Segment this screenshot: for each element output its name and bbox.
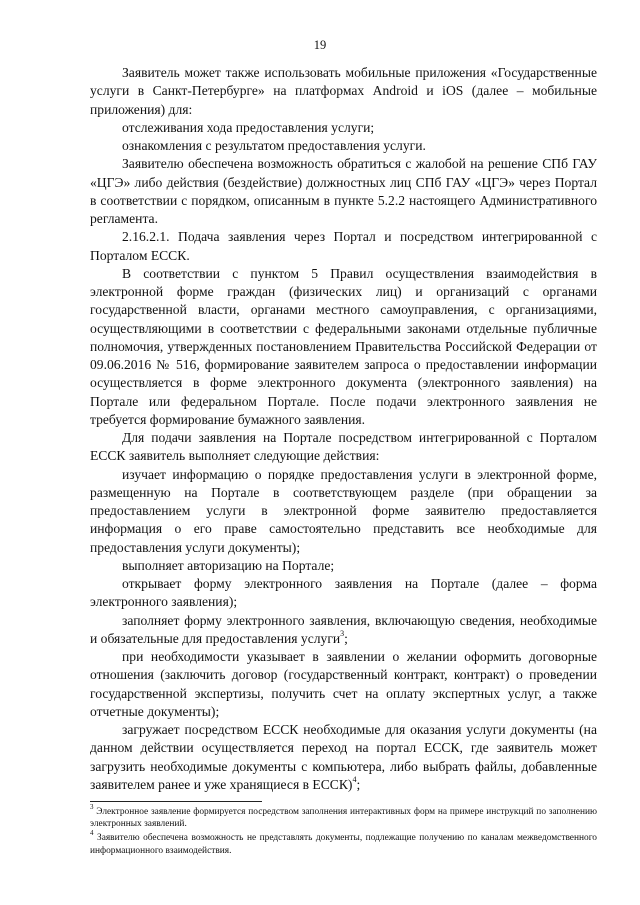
paragraph: отслеживания хода предоставления услуги; [122,119,375,135]
paragraph: изучает информацию о порядке предоставления услуги в электронной форме, размещенную на Портале в соответствующем разделе (при обращении за предоставлением услуги в электронной форме заявителю предоставляется информация о его праве самостоятельно представить все необходимые для предоставления услуги документы); [90,466,597,555]
footnote [90,829,597,856]
footnote-ref: 3 [340,629,345,639]
footnote-separator [90,801,262,802]
paragraph: заполняет форму электронного заявления, включающую сведения, необходимые и обязательные для предоставления услуги$^3$; [90,612,597,646]
footnote-mark: 4 [90,829,94,838]
section-heading: 2.16.2.1. Подача заявления через Портал и посредством интегрированной с Порталом ЕССК. [90,229,597,263]
paragraph: Заявителю обеспечена возможность обратиться с жалобой на решение СПб ГАУ «ЦГЭ» либо действия (бездействие) должностных лиц СПб ГАУ «ЦГЭ» через Портал в соответствии с порядком, описанным в пункте 5.2.2 настоящего Административного регламента. [90,156,597,226]
footnote-ref: 4 [352,775,357,785]
document-body [90,64,597,794]
footnote-text: Электронное заявление формируется посредством заполнения интерактивных форм на примере инструкций по заполнению электронных заявлений. [90,807,598,830]
paragraph: ознакомления с результатом предоставления услуги. [122,138,426,153]
footnotes [90,802,598,859]
paragraph-text: заполняет форму электронного заявления, включающую сведения, необходимые и обязательные для предоставления услуги [90,612,597,646]
footnote-text: Заявителю обеспечена возможность не представлять документы, подлежащие получению по каналам межведомственного информационного взаимодействия. [90,833,597,856]
paragraph: Заявитель может также использовать мобильные приложения «Государственные услуги в Санкт-Петербурге» на платформах Android и iOS (далее – мобильные приложения) для: [90,65,597,117]
paragraph-text: загружает посредством ЕССК необходимые для оказания услуги документы (на данном действии осуществляется переход на портал ЕССК, где заявитель может загрузить необходимые документы с компьютера, либо выбрать файлы, добавленные заявителем ранее и уже хранящиеся в ЕССК) [90,722,597,792]
paragraph: при необходимости указывает в заявлении о желании оформить договорные отношения (заключить договор (государственный контракт, контракт) о проведении государственной экспертизы, получить счет на оплату экспертных услуг, а также отчетные документы); [90,649,597,719]
paragraph: загружает посредством ЕССК необходимые для оказания услуги документы (на данном действии осуществляется переход на портал ЕССК, где заявитель может загрузить необходимые документы с компьютера, либо выбрать файлы, добавленные заявителем ранее и уже хранящиеся в ЕССК)$^4$; [90,722,597,792]
paragraph: Для подачи заявления на Портале посредством интегрированной с Порталом ЕССК заявитель выполняет следующие действия: [90,430,597,464]
paragraph: открывает форму электронного заявления на Портале (далее – форма электронного заявления); [90,576,597,610]
paragraph: В соответствии с пунктом 5 Правил осуществления взаимодействия в электронной форме граждан (физических лиц) и организаций с органами государственной власти, органами местного самоуправления, с организациями, осуществляющими в соответствии с федеральными законами отдельные публичные полномочия, утвержденных постановлением Правительства Российской Федерации от 09.06.2016 № 516, формирование заявителем запроса о предоставлении информации осуществляется в форме электронного документа (электронного заявления) на Портале или федеральном Портале. После подачи электронного заявления не требуется формирование бумажного заявления. [90,265,597,427]
footnote-mark: 3 [90,802,94,811]
footnote [90,802,598,830]
paragraph: выполняет авторизацию на Портале; [122,557,335,573]
page-number: 19 [313,38,327,52]
